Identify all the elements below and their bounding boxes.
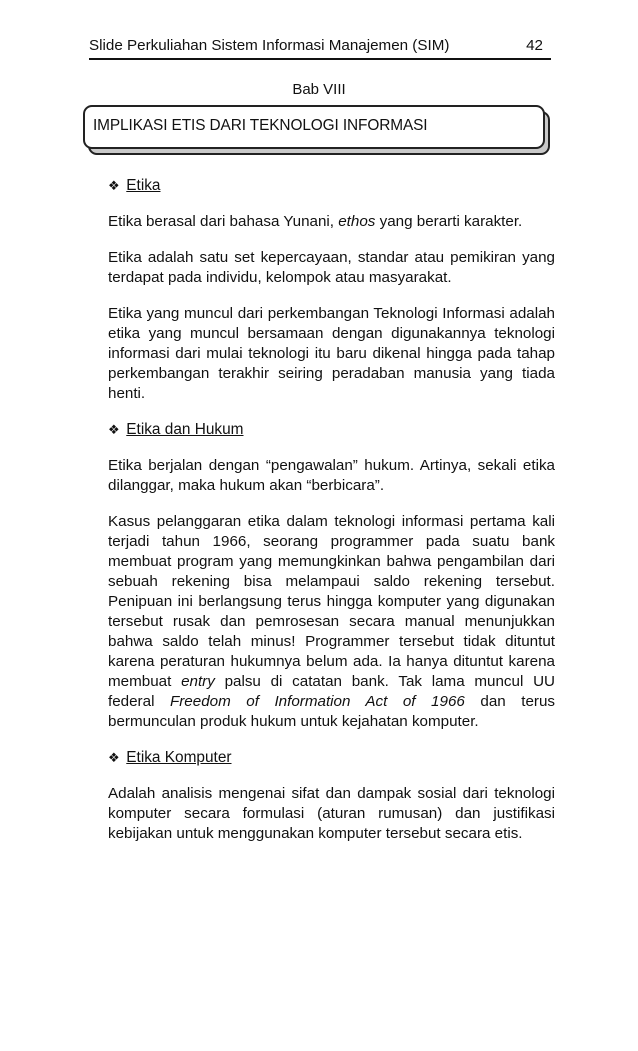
section-heading-etika-dan-hukum	[108, 420, 555, 440]
header-title: Slide Perkuliahan Sistem Informasi Manajemen (SIM)	[89, 37, 450, 54]
paragraph: Etika yang muncul dari perkembangan Teknologi Informasi adalah etika yang muncul bersamaan dengan digunakannya teknologi informasi dari mulai teknologi itu baru dikenal hingga pada tahap perkembangan terakhir seiring peradaban manusia yang tiada henti.	[108, 305, 555, 402]
paragraph: Etika adalah satu set kepercayaan, standar atau pemikiran yang terdapat pada individu, kelompok atau masyarakat.	[108, 249, 555, 286]
section-heading-etika-komputer	[108, 748, 555, 768]
page-number: 42	[526, 37, 543, 54]
italic-term: entry	[181, 673, 215, 690]
heading-label: Etika dan Hukum	[126, 421, 244, 438]
heading-label: Etika Komputer	[126, 749, 232, 766]
heading-label: Etika	[126, 177, 161, 194]
chapter-title: IMPLIKASI ETIS DARI TEKNOLOGI INFORMASI	[93, 117, 428, 134]
section-heading-etika	[108, 176, 555, 196]
paragraph: Etika berjalan dengan “pengawalan” hukum. Artinya, sekali etika dilanggar, maka hukum akan “berbicara”.	[108, 457, 555, 494]
italic-term: ethos	[338, 213, 376, 230]
diamond-bullet-icon: ❖	[108, 178, 120, 193]
page-header	[89, 36, 551, 60]
chapter-label: Bab VIII	[292, 81, 346, 98]
paragraph: Etika berasal dari bahasa Yunani, ethos yang berarti karakter.	[108, 213, 523, 230]
paragraph: Kasus pelanggaran etika dalam teknologi informasi pertama kali terjadi tahun 1966, seorang programmer pada suatu bank membuat program yang memungkinkan bahwa pengambilan dari sebuah rekening bisa melampaui saldo rekening tersebut. Penipuan ini berlangsung terus hingga komputer yang digunakan tersebut rusak dan pemrosesan secara manual menunjukkan bahwa saldo telah minus! Programmer tersebut tidak dituntut karena peraturan hukumnya belum ada. Ia hanya dituntut karena membuat entry palsu di catatan bank. Tak lama muncul UU federal Freedom of Information Act of 1966 dan terus bermunculan produk hukum untuk kejahatan komputer.	[108, 513, 556, 730]
paragraph: Adalah analisis mengenai sifat dan dampak sosial dari teknologi komputer secara formulasi (aturan rumusan) dan justifikasi kebijakan untuk menggunakan komputer tersebut secara etis.	[108, 785, 555, 842]
italic-term: Freedom of Information Act of 1966	[169, 693, 465, 710]
chapter-title-box	[83, 105, 545, 149]
diamond-bullet-icon: ❖	[108, 422, 120, 437]
document-body	[108, 176, 555, 860]
diamond-bullet-icon: ❖	[108, 750, 120, 765]
